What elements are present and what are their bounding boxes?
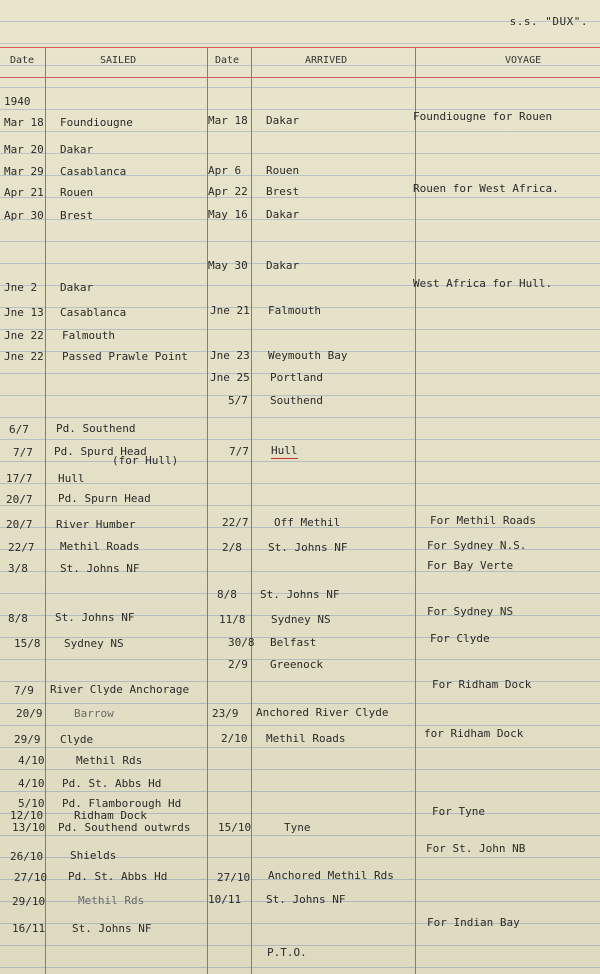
arrived-place: Weymouth Bay	[268, 349, 348, 362]
sailed-date: 20/7	[6, 493, 33, 506]
sailed-date: 22/7	[8, 541, 35, 554]
arrived-date: Apr 6	[208, 164, 242, 177]
arrived-place: St. Johns NF	[260, 588, 340, 601]
sailed-date: 29/10	[12, 895, 46, 908]
sailed-place: Hull	[58, 472, 85, 485]
sailed-place: Methil Roads	[60, 540, 140, 553]
arrived-date: Apr 22	[208, 185, 248, 198]
arrived-place: Greenock	[270, 658, 323, 671]
arrived-date: 7/7	[229, 445, 249, 458]
arrived-place: Rouen	[266, 164, 300, 177]
arrived-place: St. Johns NF	[268, 541, 348, 554]
sailed-date: 3/8	[8, 562, 28, 575]
arrived-date: May 16	[208, 208, 248, 221]
arrived-place: Portland	[270, 371, 323, 384]
sailed-place: Dakar	[60, 143, 94, 156]
sailed-date: 12/10	[10, 809, 44, 822]
arrived-date: 15/10	[218, 821, 252, 834]
voyage-note: For Bay Verte	[427, 559, 514, 572]
arrived-date: May 30	[208, 259, 248, 272]
header-arrived: ARRIVED	[305, 55, 348, 66]
sailed-note: (for Hull)	[112, 454, 179, 467]
arrived-place: Dakar	[266, 114, 300, 127]
sailed-date: 17/7	[6, 472, 33, 485]
arrived-place: Off Methil	[274, 516, 341, 529]
arrived-place: Anchored River Clyde	[256, 706, 389, 719]
sailed-date: 7/9	[14, 684, 34, 697]
sailed-date: 29/9	[14, 733, 41, 746]
header-sailed: SAILED	[100, 55, 137, 66]
sailed-place: Ridham Dock	[74, 809, 147, 822]
sailed-date: 6/7	[9, 423, 29, 436]
arrived-date: 2/9	[228, 658, 248, 671]
column-rule	[251, 47, 252, 974]
voyage-note: For Methil Roads	[430, 514, 536, 527]
arrived-place: Dakar	[266, 259, 300, 272]
sailed-place: Pd. St. Abbs Hd	[62, 777, 162, 790]
sailed-place: Barrow	[74, 707, 114, 720]
arrived-place: Brest	[266, 185, 300, 198]
sailed-place: Sydney NS	[64, 637, 124, 650]
sailed-place: Pd. Southend	[56, 422, 136, 435]
sailed-place: Dakar	[60, 281, 94, 294]
arrived-place: Falmouth	[268, 304, 321, 317]
arrived-date: Mar 18	[208, 114, 248, 127]
sailed-place: Methil Rds	[76, 754, 143, 767]
arrived-place: Sydney NS	[271, 613, 331, 626]
arrived-place: Anchored Methil Rds	[268, 869, 394, 882]
sailed-date: 4/10	[18, 754, 45, 767]
sailed-place: River Humber	[56, 518, 136, 531]
arrived-date: 8/8	[217, 588, 237, 601]
voyage-note: For St. John NB	[426, 842, 526, 855]
header-voyage: VOYAGE	[505, 55, 542, 66]
sailed-date: Apr 21	[4, 186, 44, 199]
voyage-note: For Sydney NS	[427, 605, 514, 618]
arrived-place: Hull	[271, 444, 298, 457]
voyage-note: For Indian Bay	[427, 916, 520, 929]
footer-pto: P.T.O.	[267, 946, 307, 959]
header-top-rule	[0, 47, 600, 48]
sailed-date: Mar 20	[4, 143, 44, 156]
sailed-place: Pd. St. Abbs Hd	[68, 870, 168, 883]
sailed-date: 4/10	[18, 777, 45, 790]
arrived-place: Dakar	[266, 208, 300, 221]
sailed-place: St. Johns NF	[60, 562, 140, 575]
sailed-place: Pd. Southend outwrds	[58, 821, 191, 834]
sailed-date: 15/8	[14, 637, 41, 650]
sailed-date: Mar 29	[4, 165, 44, 178]
arrived-date: 2/10	[221, 732, 248, 745]
sailed-place: Rouen	[60, 186, 94, 199]
sailed-date: 16/11	[12, 922, 46, 935]
sailed-place: Clyde	[60, 733, 94, 746]
sailed-place: Pd. Spurn Head	[58, 492, 151, 505]
sailed-date: Jne 22	[4, 350, 44, 363]
arrived-place: Southend	[270, 394, 323, 407]
header-date-arrived: Date	[215, 55, 240, 66]
sailed-date: 26/10	[10, 850, 44, 863]
sailed-date: 27/10	[14, 871, 48, 884]
voyage-note: For Sydney N.S.	[427, 539, 527, 552]
sailed-place: Passed Prawle Point	[62, 350, 188, 363]
header-date-sailed: Date	[10, 55, 35, 66]
ship-title: s.s. "DUX".	[509, 15, 588, 28]
voyage-note: for Ridham Dock	[424, 727, 524, 740]
voyage-note: For Ridham Dock	[432, 678, 532, 691]
sailed-place: Foundiougne	[60, 116, 133, 129]
column-rule	[45, 47, 46, 974]
voyage-note: Rouen for West Africa.	[413, 182, 559, 195]
sailed-place: Shields	[70, 849, 117, 862]
arrived-date: 27/10	[217, 871, 251, 884]
voyage-note: For Clyde	[430, 632, 490, 645]
header-bottom-rule	[0, 77, 600, 78]
sailed-date: Jne 22	[4, 329, 44, 342]
sailed-date: Jne 13	[4, 306, 44, 319]
arrived-place: Methil Roads	[266, 732, 346, 745]
arrived-date: 10/11	[208, 893, 242, 906]
sailed-date: 20/7	[6, 518, 33, 531]
arrived-place: Belfast	[270, 636, 317, 649]
sailed-place: St. Johns NF	[72, 922, 152, 935]
arrived-date: Jne 25	[210, 371, 250, 384]
arrived-date: Jne 21	[210, 304, 250, 317]
sailed-date: 5/10	[18, 797, 45, 810]
sailed-date: Mar 18	[4, 116, 44, 129]
voyage-note: Foundiougne for Rouen	[413, 110, 553, 123]
sailed-date: Jne 2	[4, 281, 38, 294]
arrived-date: 23/9	[212, 707, 239, 720]
arrived-date: 5/7	[228, 394, 248, 407]
sailed-place: Pd. Flamborough Hd	[62, 797, 182, 810]
voyage-note: For Tyne	[432, 805, 485, 818]
sailed-place: Casablanca	[60, 306, 127, 319]
arrived-date: 22/7	[222, 516, 249, 529]
sailed-date: 7/7	[13, 446, 33, 459]
sailed-date: Apr 30	[4, 209, 44, 222]
sailed-date: 20/9	[16, 707, 43, 720]
arrived-place: Tyne	[284, 821, 311, 834]
sailed-place: Brest	[60, 209, 94, 222]
year-label: 1940	[4, 95, 31, 108]
sailed-date: 8/8	[8, 612, 28, 625]
arrived-date: 30/8	[228, 636, 255, 649]
sailed-place: Pd. Spurd Head	[54, 445, 147, 458]
voyage-note: West Africa for Hull.	[413, 277, 553, 290]
arrived-date: 2/8	[222, 541, 242, 554]
arrived-date: 11/8	[219, 613, 246, 626]
arrived-date: Jne 23	[210, 349, 250, 362]
sailed-place: St. Johns NF	[55, 611, 135, 624]
sailed-place: River Clyde Anchorage	[50, 683, 190, 696]
sailed-place: Falmouth	[62, 329, 115, 342]
arrived-place: St. Johns NF	[266, 893, 346, 906]
sailed-place: Casablanca	[60, 165, 127, 178]
sailed-date: 13/10	[12, 821, 46, 834]
sailed-place: Methil Rds	[78, 894, 145, 907]
